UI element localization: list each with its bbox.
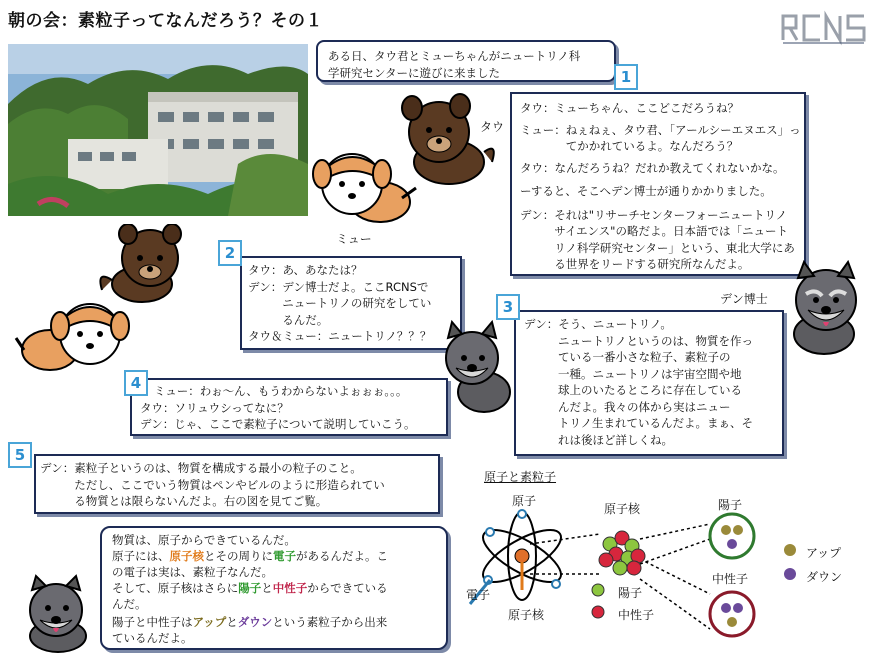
mu-dog-illustration: [312, 140, 422, 236]
panel-1-speaker: ミュー：: [520, 122, 566, 137]
panel-1-text: ねぇねぇ、タウ君、「アールシーエヌエス」っ てかかれているよ。なんだろう？: [565, 122, 801, 153]
nucleus-label-top: 原子核: [604, 502, 641, 516]
panel-5-speaker: デン：: [40, 461, 75, 475]
panel-2-speaker: タウ：: [248, 263, 283, 277]
legend-up-label: アップ: [806, 546, 842, 560]
panel-4-text: じゃ、ここで素粒子について説明していこう。: [174, 417, 416, 431]
atom-label: 原子: [512, 494, 537, 508]
panel-1-text: ミューちゃん、ここどこだろうね？: [554, 101, 739, 115]
nucleus-label-bottom: 原子核: [508, 608, 545, 622]
intro-line-2: 学研究センターに遊びに来ました: [328, 65, 501, 80]
panel-2-speaker: デン：: [248, 279, 283, 294]
panel-3-text: そう、ニュートリノ。: [558, 317, 672, 331]
neutron-label-mid: 中性子: [712, 572, 749, 586]
den-dog-illustration-3: [18, 574, 96, 654]
panel-2-number: 2: [218, 240, 242, 266]
panel-1: [510, 92, 806, 276]
explain-line: の電子は実は、素粒子なんだ。: [112, 565, 273, 579]
electron-highlight: 電子: [273, 549, 296, 563]
panel-1-number: 1: [614, 64, 638, 90]
panel-4-text: ソリュウシってなに？: [174, 400, 289, 415]
mu-label: ミュー: [336, 232, 372, 246]
panel-4-speaker: タウ：: [140, 400, 175, 415]
panel-3: [514, 310, 784, 456]
nucleus-highlight: 原子核: [169, 549, 204, 563]
explain-line: ているんだよ。: [112, 631, 193, 645]
panel-1-speaker: デン：: [520, 207, 555, 222]
panel-1-speaker: タウ：: [520, 160, 555, 175]
rcns-logo: [780, 10, 868, 46]
panel-4-speaker: デン：: [140, 417, 175, 431]
panel-4: [130, 378, 448, 436]
proton-label-top: 陽子: [718, 498, 743, 512]
panel-2-text: あ、あなたは？: [282, 263, 363, 277]
panel-1-narration: ーすると、そこへデン博士が通りかかりました。: [520, 184, 772, 198]
legend-down-label: ダウン: [806, 570, 843, 584]
panel-4-speaker: ミュー：: [154, 384, 200, 398]
mu-dog-illustration-2: [14, 292, 132, 382]
page-title: 朝の会：素粒子ってなんだろう？その１: [8, 11, 323, 31]
panel-2-text: デン博士だよ。ここRCNSで ニュートリノの研究をしてい るんだ。: [282, 279, 432, 327]
explain-line: 陽子と中性子はアップとダウンという素粒子から出来: [112, 615, 388, 629]
panel-1-text: なんだろうね？だれか教えてくれないかな。: [554, 160, 785, 175]
rcns-building-photo: [8, 44, 308, 216]
den-dog-illustration-2: [440, 318, 516, 418]
intro-bubble: [316, 40, 616, 82]
panel-1-speaker: タウ：: [520, 101, 555, 115]
intro-line-1: ある日、タウ君とミューちゃんがニュートリノ科: [328, 49, 581, 63]
legend-neutron-label: 中性子: [618, 608, 655, 622]
panel-2: [240, 256, 462, 350]
explain-line: そして、原子核はさらに陽子と中性子からできている: [112, 581, 388, 595]
down-highlight: ダウン: [237, 615, 273, 629]
panel-3-speaker: デン：: [524, 317, 559, 331]
tau-label: タウ: [480, 120, 505, 134]
explain-line: んだ。: [112, 597, 147, 611]
legend-proton-label: 陽子: [618, 586, 643, 600]
explanation-bubble: [100, 526, 448, 650]
den-dog-illustration: [776, 260, 876, 360]
neutron-highlight: 中性子: [272, 581, 308, 595]
up-highlight: アップ: [192, 615, 227, 629]
panel-2-speaker: タウ＆ミュー：: [248, 329, 329, 343]
electron-label: 電子: [466, 588, 491, 602]
explain-line: 物質は、原子からできているんだ。: [112, 533, 296, 547]
diagram-title: 原子と素粒子: [484, 470, 557, 484]
panel-3-text: ニュートリノというのは、物質を作っ ている一番小さな粒子、素粒子の 一種。ニュートリノは宇宙空間や地 球上のいたるところに存在している んだよ。我々の体から実はニュー トリノ生まれているんだよ。まぁ、そ れは後ほど詳しくね。: [558, 333, 754, 447]
panel-4-number: 4: [124, 370, 148, 396]
proton-highlight: 陽子: [238, 581, 262, 595]
panel-2-text: ニュートリノ？？？: [328, 329, 432, 343]
panel-5-number: 5: [8, 442, 32, 468]
panel-1-text: それは"リサーチセンターフォーニュートリノ サイエンス"の略だよ。日本語では「ニュート リノ科学研究センター」という、東北大学にあ る世界をリードする研究所なんだよ。: [554, 207, 795, 271]
panel-3-number: 3: [496, 294, 520, 320]
explain-line: 原子には、原子核とその周りに電子があるんだよ。こ: [112, 549, 388, 563]
den-label: デン博士: [720, 292, 768, 306]
panel-5-text: 素粒子というのは、物質を構成する最小の粒子のこと。 ただし、ここでいう物質はペンやビルのように形造られてい る物質とは限らないんだよ。右の図を見てご覧。: [74, 461, 385, 508]
panel-5: [34, 454, 440, 514]
panel-4-text: わぉ～ん、もうわからないよぉぉぉ。。。: [199, 384, 408, 398]
